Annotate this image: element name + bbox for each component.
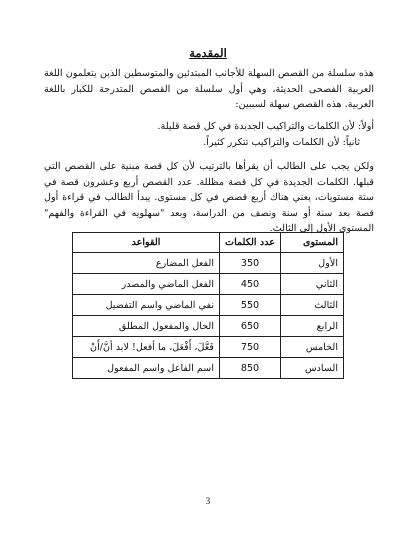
rules-cell: الحال والمفعول المطلق <box>73 316 220 337</box>
table-row <box>73 337 344 358</box>
level-cell: الثاني <box>281 274 344 295</box>
page-title: المقدمة <box>189 46 227 60</box>
header-rules: القواعد <box>73 233 220 253</box>
header-level: المستوى <box>281 233 344 253</box>
page-number: 3 <box>205 496 211 506</box>
level-cell: الثالث <box>281 295 344 316</box>
levels-table <box>72 232 344 379</box>
header-words: عدد الكلمات <box>220 233 281 253</box>
words-cell: 450 <box>220 274 281 295</box>
level-cell: الرابع <box>281 316 344 337</box>
words-cell: 650 <box>220 316 281 337</box>
rules-cell: الفعل المضارع <box>73 253 220 274</box>
intro-paragraph: هذه سلسلة من القصص السهلة للأجانب المبتدئين والمتوسطين الذين يتعلمون اللغة العربية الفصحى الحديثة، وهي أول سلسلة من القصص المتدرجة للكبار باللغة العربية. هذه القصص سهلة لسببين: <box>44 68 374 110</box>
rules-cell: نفي الماضي واسم التفضيل <box>73 295 220 316</box>
rules-cell: اسم الفاعل واسم المفعول <box>73 358 220 379</box>
table-row <box>73 316 344 337</box>
level-cell: السادس <box>281 358 344 379</box>
level-cell: الأول <box>281 253 344 274</box>
table-row <box>73 358 344 379</box>
rules-cell: فَعَّلَ، أَفْعَلَ، ما أفعل! لابد أنَّ/أَنْ <box>73 337 220 358</box>
level-cell: الخامس <box>281 337 344 358</box>
words-cell: 850 <box>220 358 281 379</box>
words-cell: 350 <box>220 253 281 274</box>
reason-one: أولاً: لأن الكلمات والتراكيب الجديدة في كل قصة قليلة. <box>157 121 374 132</box>
words-cell: 550 <box>220 295 281 316</box>
table-row <box>73 295 344 316</box>
table-header-row <box>73 233 344 253</box>
rules-cell: الفعل الماضي والمصدر <box>73 274 220 295</box>
table-row <box>73 253 344 274</box>
reason-two: ثانياً: لأن الكلمات والتراكيب تتكرر كثيراً. <box>203 137 360 148</box>
words-cell: 750 <box>220 337 281 358</box>
table-row <box>73 274 344 295</box>
instructions-paragraph: ولكن يجب على الطالب أن يقرأها بالترتيب لأن كل قصة مبنية على القصص التي قبلها. الكلمات الجديدة في كل قصة مظللة. عدد القصص أربع وعشرون قصة في ستة مستويات، يعني هناك أربع قصص في كل مستوى. يبدأ الطالب في قراءة أول قصة بعد سنة أو سنة ونصف من الدراسة، وبعد "سهلويه في القراءة والفهم" المستوى الأول إلى الثالث. <box>44 161 374 234</box>
